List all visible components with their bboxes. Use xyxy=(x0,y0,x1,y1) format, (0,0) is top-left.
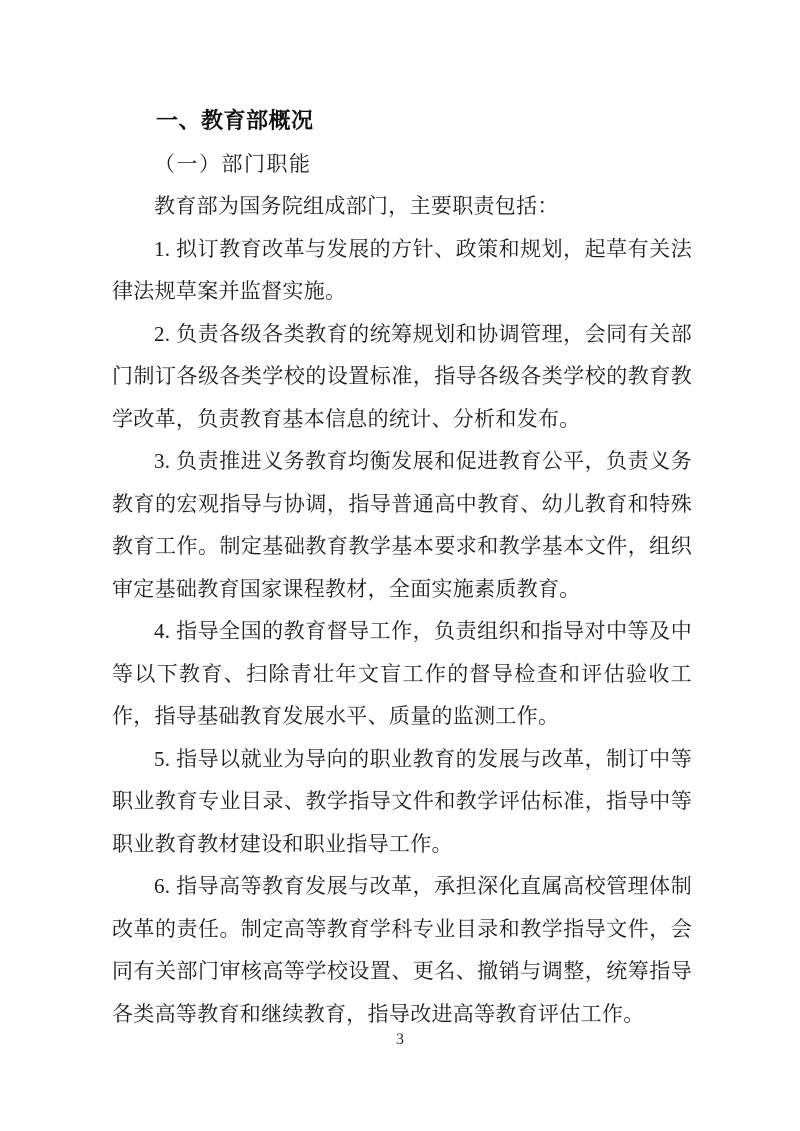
section-heading: 一、教育部概况 xyxy=(156,108,314,133)
duty-item-5: 5. 指导以就业为导向的职业教育的发展与改革，制订中等职业教育专业目录、教学指导文件和教学评估标准，指导中等职业教育教材建设和职业指导工作。 xyxy=(112,746,692,856)
subsection-heading: （一）部门职能 xyxy=(154,151,312,176)
duty-item-4: 4. 指导全国的教育督导工作，负责组织和指导对中等及中等以下教育、扫除青壮年文盲工作的督导检查和评估验收工作，指导基础教育发展水平、质量的监测工作。 xyxy=(112,619,692,728)
duty-item-3: 3. 负责推进义务教育均衡发展和促进教育公平，负责义务教育的宏观指导与协调，指导普通高中教育、幼儿教育和特殊教育工作。制定基础教育教学基本要求和教学基本文件，组织审定基础教育国家课程教材，全面实施素质教育。 xyxy=(112,449,692,601)
duty-item-1: 1. 拟订教育改革与发展的方针、政策和规划，起草有关法律法规草案并监督实施。 xyxy=(112,236,692,303)
duty-item-6: 6. 指导高等教育发展与改革，承担深化直属高校管理体制改革的责任。制定高等教育学科专业目录和教学指导文件，会同有关部门审核高等学校设置、更名、撤销与调整，统筹指导各类高等教育和继续教育，指导改进高等教育评估工作。 xyxy=(112,874,692,1026)
page-number: 3 xyxy=(396,1031,404,1048)
intro-paragraph: 教育部为国务院组成部门，主要职责包括： xyxy=(154,194,559,218)
document-page xyxy=(112,100,692,1035)
duty-item-2: 2. 负责各级各类教育的统筹规划和协调管理，会同有关部门制订各级各类学校的设置标准，指导各级各类学校的教育教学改革，负责教育基本信息的统计、分析和发布。 xyxy=(112,321,692,431)
